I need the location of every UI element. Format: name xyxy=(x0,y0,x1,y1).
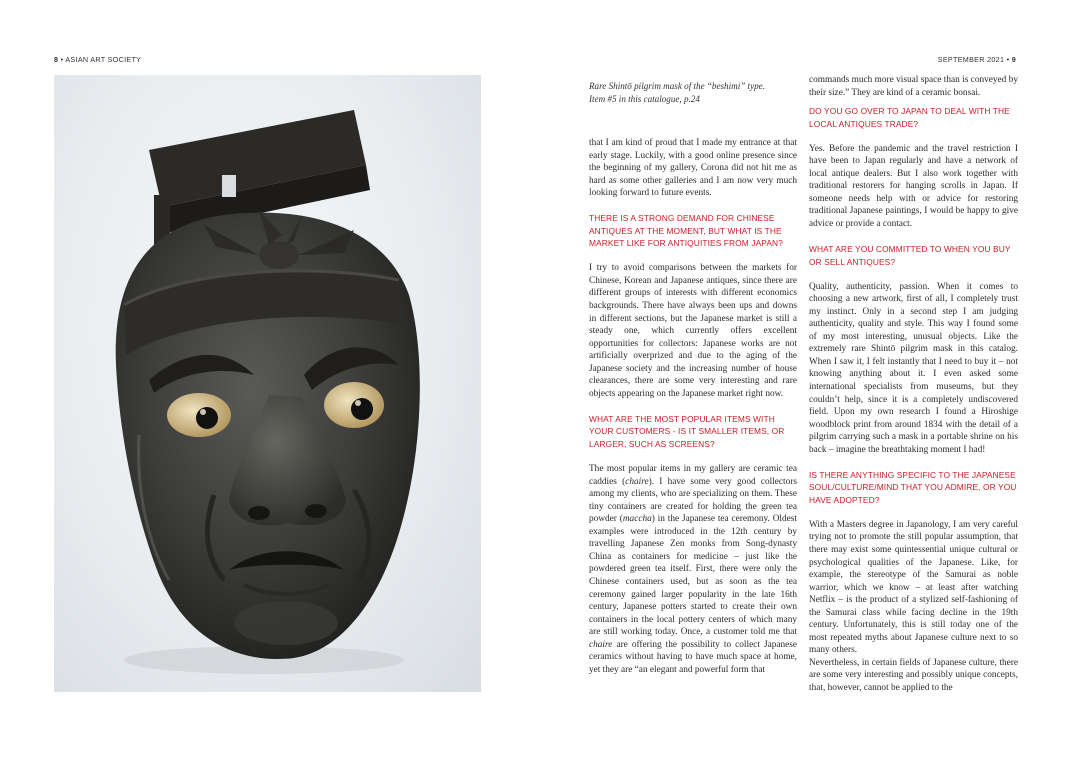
photo-caption xyxy=(589,80,799,106)
left-page-header xyxy=(54,55,141,64)
paragraph: The most popular items in my gallery are ceramic tea caddies (chaire). I have some very good collectors among my clients, who are specializing on them. These tiny containers are created for holding the green tea powder (maccha) in the Japanese tea ceremony. Oldest examples were introduced in the 12th century by travelling Japanese Zen monks from Song-dynasty China as containers for medicine – just like the powdered green tea itself. First, there were only the Chinese containers used, but as soon as the tea ceremony gained larger popularity in the late 16th century, Japanese potters started to create their own containers in the local pottery centers of which many are still working today. Once, a customer told me that chaire are offering the possibility to collect Japanese ceramics without having to have much space at home, yet they are “an elegant and powerful form that xyxy=(589,464,797,675)
interview-question: IS THERE ANYTHING SPECIFIC TO THE JAPANESE SOUL/CULTURE/MIND THAT YOU ADMIRE, OR YOU HAVE ADOPTED? xyxy=(809,469,1017,505)
paragraph: that I am kind of proud that I made my entrance at that early stage. Luckily, with a good online presence since the beginning of my gallery, Corona did not hit me as hard as some other galleries and I am now very much looking forward to future events. xyxy=(589,138,797,199)
issue-date: SEPTEMBER 2021 xyxy=(937,55,1005,64)
interview-question: WHAT ARE YOU COMMITTED TO WHEN YOU BUY OR SELL ANTIQUES? xyxy=(809,244,1011,267)
mask-photo xyxy=(54,75,481,692)
paragraph: Nevertheless, in certain fields of Japanese culture, there are some very interesting and possibly unique concepts, that, however, cannot be applied to the xyxy=(809,657,1018,694)
pilgrim-mask-illustration xyxy=(54,75,481,692)
caption-line-2: Item #5 in this catalogue, p.24 xyxy=(589,94,700,104)
interview-question: THERE IS A STRONG DEMAND FOR CHINESE ANTIQUES AT THE MOMENT, BUT WHAT IS THE MARKET LIKE FOR ANTIQUITIES FROM JAPAN? xyxy=(589,213,783,249)
interview-question: WHAT ARE THE MOST POPULAR ITEMS WITH YOUR CUSTOMERS - IS IT SMALLER ITEMS, OR LARGER, SUCH AS SCREENS? xyxy=(589,413,785,449)
text-column-2 xyxy=(809,74,1018,695)
paragraph: commands much more visual space than is conveyed by their size.” They are kind of a ceramic bonsai. xyxy=(809,75,1018,98)
publication-name: ASIAN ART SOCIETY xyxy=(65,55,142,64)
caption-line-1: Rare Shintō pilgrim mask of the “beshimi” type. xyxy=(589,81,765,91)
header-separator: • xyxy=(58,55,66,64)
right-page-number: 9 xyxy=(1011,55,1016,64)
paragraph: Yes. Before the pandemic and the travel restriction I have been to Japan regularly and have a network of local antique dealers. But I also work together with traditional restorers for hanging scrolls in Japan. If someone needs help with or advice for restoring traditional Japanese paintings, I would be happy to give advice or provide a contact. xyxy=(809,143,1018,229)
text-column-1 xyxy=(589,137,797,676)
paragraph: I try to avoid comparisons between the markets for Chinese, Korean and Japanese antiques, since there are different groups of interests with different economics backgrounds. There have always been ups and downs in different sections, but the Japanese market is still a steady one, which currently offers excellent opportunities for collectors: Japanese works are not artificially overprized and due to the aging of the Japanese society and the increasing number of house clearances, there are some very interesting and rare objects appearing on the Japanese market right now. xyxy=(589,263,797,399)
interview-question: DO YOU GO OVER TO JAPAN TO DEAL WITH THE LOCAL ANTIQUES TRADE? xyxy=(809,106,1010,129)
right-page-header xyxy=(938,55,1016,64)
paragraph: Quality, authenticity, passion. When it comes to choosing a new artwork, first of all, I completely trust my instinct. Only in a second step I am judging authenticity, quality and style. This way I found some of my most interesting, unusual objects. Like the extremely rare Shintō pilgrim mask in this catalog. When I saw it, I felt instantly that I need to buy it – not knowing anything about it. I even asked some international specialists from museums, but they couldn’t help, since it is a completely undiscovered field. Upon my own research I found a Hiroshige woodblock print from around 1834 with the detail of a pilgrim carrying such a mask in a portable shrine on his back – imagine the breathtaking moment I had! xyxy=(809,281,1018,455)
left-page-number: 8 xyxy=(54,55,59,64)
header-separator: • xyxy=(1004,55,1012,64)
paragraph: With a Masters degree in Japanology, I am very careful trying not to promote the still popular assumption, that there may exist some quintessential unique cultural or psychological qualities of the Japanese. Like, for example, the stereotype of the Samurai as noble warrior, which we know – at least after watching Netflix – is the product of a stylized self-fashioning of the Samurai class while facing decline in the 19th century. Unfortunately, this is still today one of the most repeated myths about Japanese culture next to so many others. xyxy=(809,519,1018,656)
